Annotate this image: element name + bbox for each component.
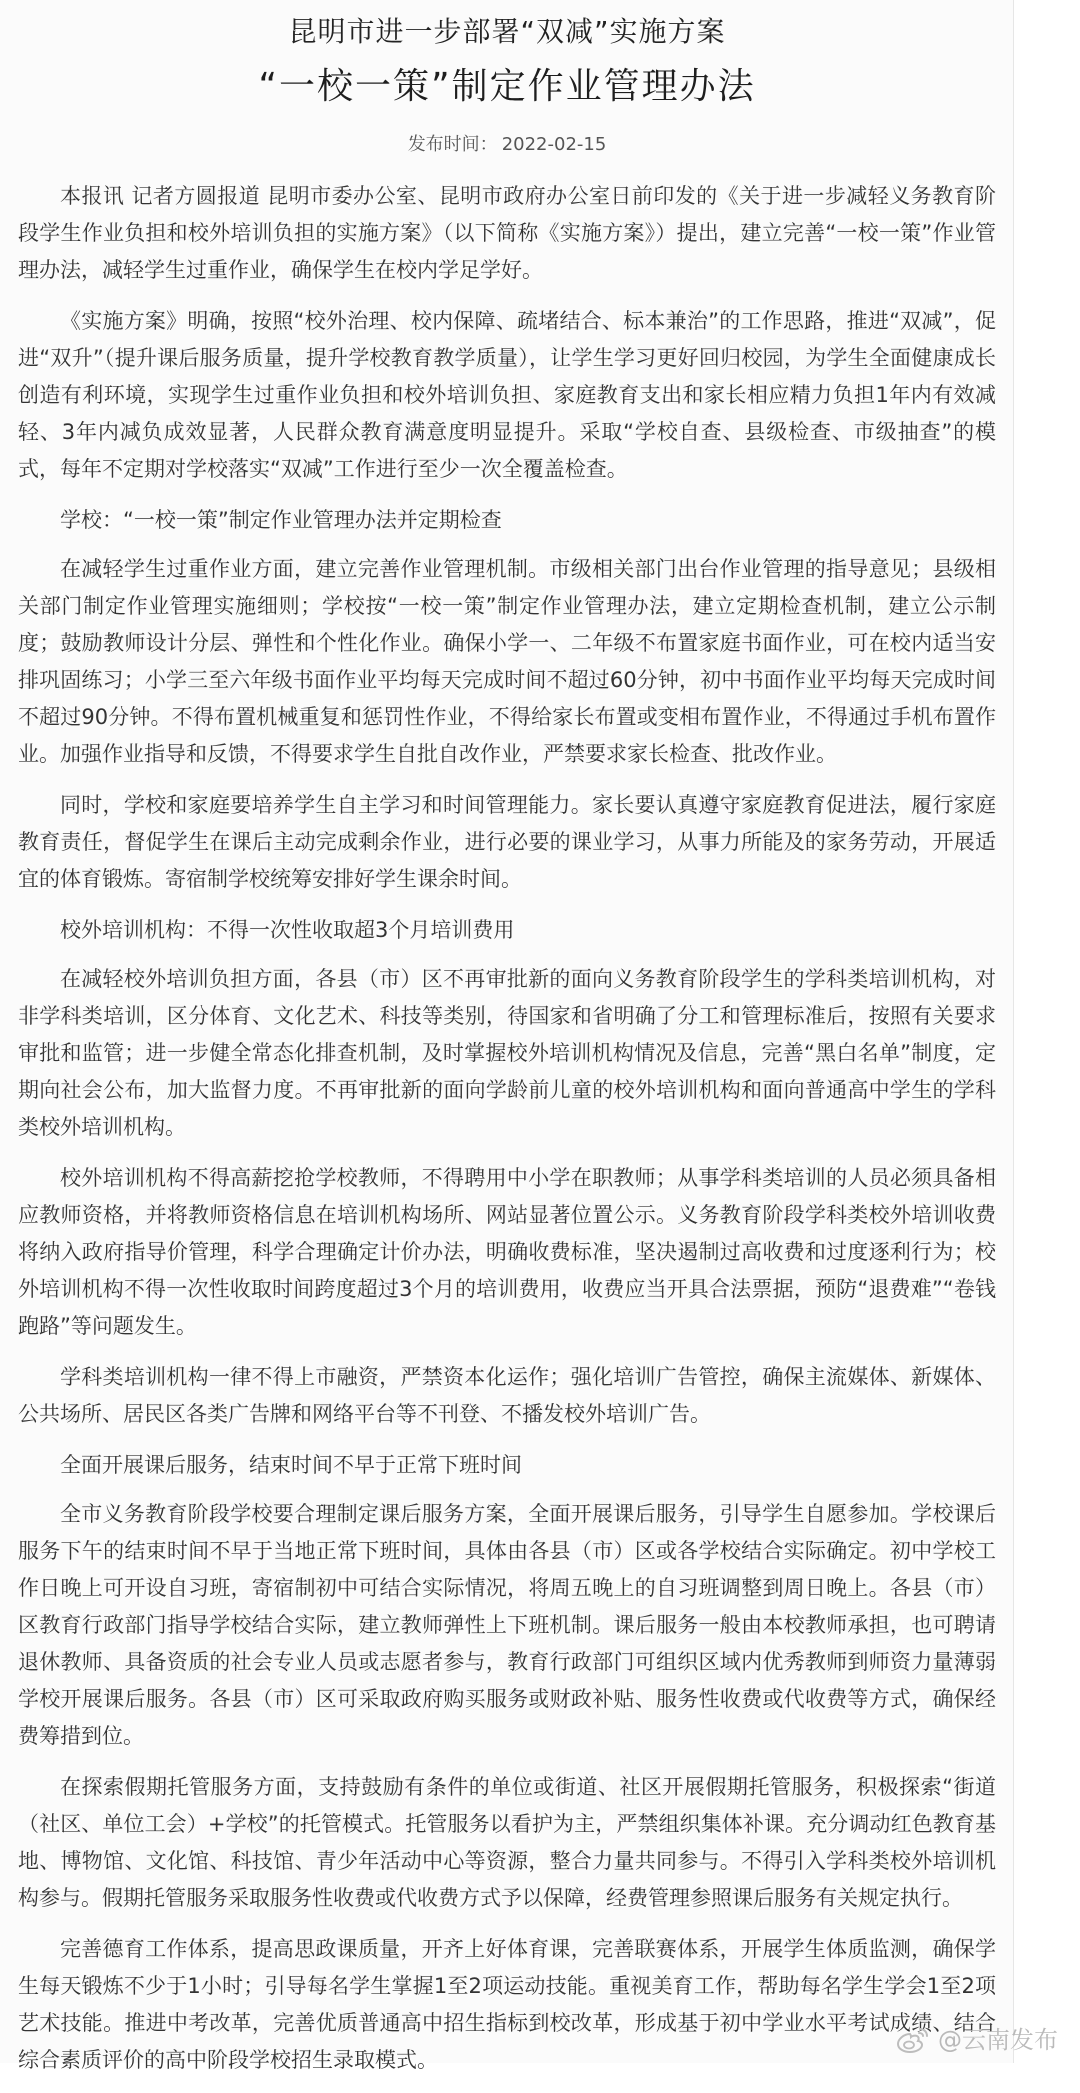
article-body: [18, 178, 996, 2093]
paragraph: 在减轻学生过重作业方面，建立完善作业管理机制。市级相关部门出台作业管理的指导意见；县级相关部门制定作业管理实施细则；学校按“一校一策”制定作业管理办法，建立定期检查机制，建立公示制度；鼓励教师设计分层、弹性和个性化作业。确保小学一、二年级不布置家庭书面作业，可在校内适当安排巩固练习；小学三至六年级书面作业平均每天完成时间不超过60分钟，初中书面作业平均每天完成时间不超过90分钟。不得布置机械重复和惩罚性作业，不得给家长布置或变相布置作业，不得通过手机布置作业。加强作业指导和反馈，不得要求学生自批自改作业，严禁要求家长检查、批改作业。: [18, 557, 996, 766]
paragraph: 学科类培训机构一律不得上市融资，严禁资本化运作；强化培训广告管控，确保主流媒体、新媒体、公共场所、居民区各类广告牌和网络平台等不刊登、不播发校外培训广告。: [18, 1365, 996, 1426]
section-heading-training: 校外培训机构：不得一次性收取超3个月培训费用: [60, 918, 515, 942]
paragraph: 《实施方案》明确，按照“校外治理、校内保障、疏堵结合、标本兼治”的工作思路，推进“双减”，促进“双升”（提升课后服务质量，提升学校教育教学质量），让学生学习更好回归校园，为学生全面健康成长创造有利环境，实现学生过重作业负担和校外培训负担、家庭教育支出和家长相应精力负担1年内有效减轻、3年内减负成效显著，人民群众教育满意度明显提升。采取“学校自查、县级检查、市级抽查”的模式，每年不定期对学校落实“双减”工作进行至少一次全覆盖检查。: [18, 309, 996, 481]
paragraph: 在探索假期托管服务方面，支持鼓励有条件的单位或街道、社区开展假期托管服务，积极探索“街道（社区、单位工会）+学校”的托管模式。托管服务以看护为主，严禁组织集体补课。充分调动红色教育基地、博物馆、文化馆、科技馆、青少年活动中心等资源，整合力量共同参与。不得引入学科类校外培训机构参与。假期托管服务采取服务性收费或代收费方式予以保障，经费管理参照课后服务有关规定执行。: [18, 1775, 996, 1910]
paragraph: 全市义务教育阶段学校要合理制定课后服务方案，全面开展课后服务，引导学生自愿参加。学校课后服务下午的结束时间不早于当地正常下班时间，具体由各县（市）区或各学校结合实际确定。初中学校工作日晚上可开设自习班，寄宿制初中可结合实际情况，将周五晚上的自习班调整到周日晚上。各县（市）区教育行政部门指导学校结合实际，建立教师弹性上下班机制。课后服务一般由本校教师承担，也可聘请退休教师、具备资质的社会专业人员或志愿者参与，教育行政部门可组织区域内优秀教师到师资力量薄弱学校开展课后服务。各县（市）区可采取政府购买服务或财政补贴、服务性收费或代收费等方式，确保经费筹措到位。: [18, 1502, 996, 1748]
source-watermark: [896, 2025, 1058, 2055]
section-heading-after-school: 全面开展课后服务，结束时间不早于正常下班时间: [60, 1453, 522, 1477]
publish-date-value: 2022-02-15: [501, 134, 607, 155]
side-margin: [1014, 0, 1080, 2063]
weibo-icon: [896, 2026, 930, 2054]
paragraph: 完善德育工作体系，提高思政课质量，开齐上好体育课，完善联赛体系，开展学生体质监测，确保学生每天锻炼不少于1小时；引导每名学生掌握1至2项运动技能。重视美育工作，帮助每名学生学会1至2项艺术技能。推进中考改革，完善优质普通高中招生指标到校改革，形成基于初中学业水平考试成绩、结合综合素质评价的高中阶段学校招生录取模式。: [18, 1937, 996, 2072]
paragraph: 在减轻校外培训负担方面，各县（市）区不再审批新的面向义务教育阶段学生的学科类培训机构，对非学科类培训，区分体育、文化艺术、科技等类别，待国家和省明确了分工和管理标准后，按照有关要求审批和监管；进一步健全常态化排查机制，及时掌握校外培训机构情况及信息，完善“黑白名单”制度，定期向社会公布，加大监督力度。不再审批新的面向学龄前儿童的校外培训机构和面向普通高中学生的学科类校外培训机构。: [18, 967, 996, 1139]
watermark-text: @云南发布: [938, 2026, 1058, 2054]
article-title-line1: 昆明市进一步部署“双减”实施方案: [288, 15, 726, 48]
paragraph-lead: 本报讯 记者方圆报道 昆明市委办公室、昆明市政府办公室日前印发的《关于进一步减轻义务教育阶段学生作业负担和校外培训负担的实施方案》（以下简称《实施方案》）提出，建立完善“一校一策”作业管理办法，减轻学生过重作业，确保学生在校内学足学好。: [18, 184, 996, 282]
publish-date-label: 发布时间：: [407, 134, 498, 155]
paragraph: 同时，学校和家庭要培养学生自主学习和时间管理能力。家长要认真遵守家庭教育促进法，履行家庭教育责任，督促学生在课后主动完成剩余作业，进行必要的课业学习，从事力所能及的家务劳动，开展适宜的体育锻炼。寄宿制学校统筹安排好学生课余时间。: [18, 793, 996, 891]
publish-date: [0, 132, 1014, 158]
paragraph: 校外培训机构不得高薪挖抢学校教师，不得聘用中小学在职教师；从事学科类培训的人员必须具备相应教师资格，并将教师资格信息在培训机构场所、网站显著位置公示。义务教育阶段学科类校外培训收费将纳入政府指导价管理，科学合理确定计价办法，明确收费标准，坚决遏制过高收费和过度逐利行为；校外培训机构不得一次性收取时间跨度超过3个月的培训费用，收费应当开具合法票据，预防“退费难”“卷钱跑路”等问题发生。: [18, 1166, 996, 1338]
section-heading-school: 学校：“一校一策”制定作业管理办法并定期检查: [60, 508, 502, 532]
article-title-line2: “一校一策”制定作业管理办法: [258, 66, 756, 107]
